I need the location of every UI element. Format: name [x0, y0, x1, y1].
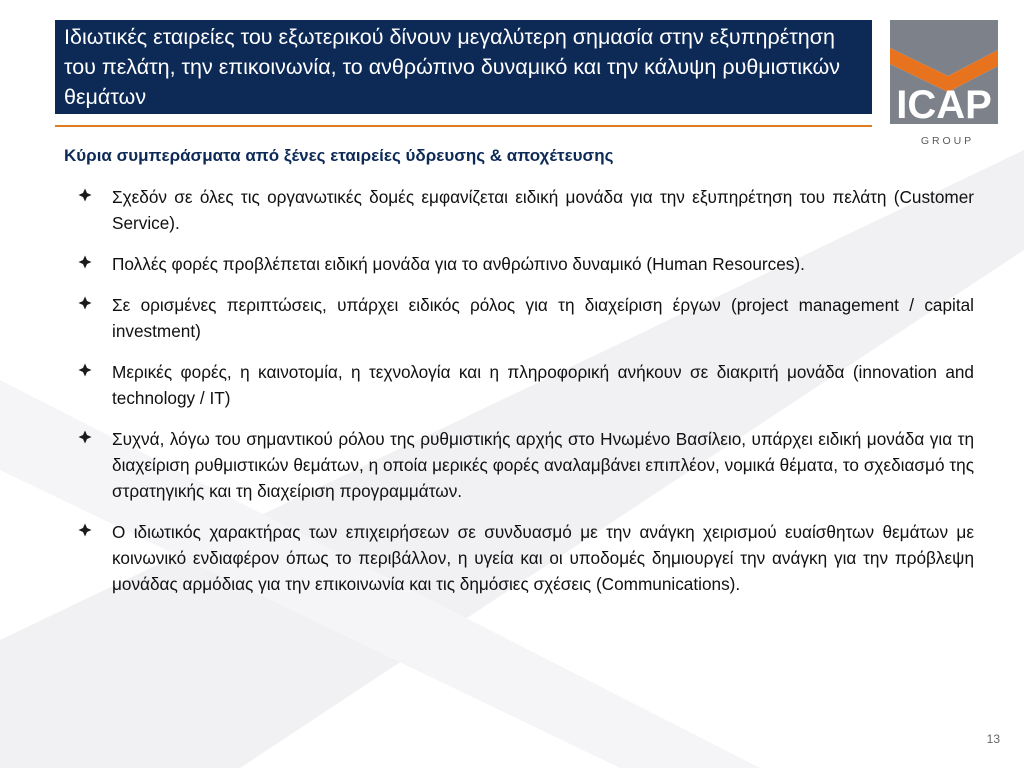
logo-wordmark: ICAP: [896, 83, 992, 127]
bullet-item: [78, 519, 974, 597]
bullet-text: Ο ιδιωτικός χαρακτήρας των επιχειρήσεων σε συνδυασμό με την ανάγκη χειρισμού ευαίσθητων θεμάτων με κοινωνικό ενδιαφέρον όπως το περιβάλλον, η υγεία και οι υποδομές δημιουργεί την ανάγκη για την πρόβλεψη μονάδας αρμόδιας για την επικοινωνία και τις δημόσιες σχέσεις (Communications).: [112, 522, 974, 594]
diamond-bullet-icon: [78, 296, 92, 310]
bullet-text: Μερικές φορές, η καινοτομία, η τεχνολογία και η πληροφορική ανήκουν σε διακριτή μονάδα (innovation and technology / IT): [112, 362, 974, 408]
diamond-bullet-icon: [78, 363, 92, 377]
bullet-item: [78, 184, 974, 236]
bullet-item: [78, 251, 974, 277]
bullet-item: [78, 359, 974, 411]
diamond-bullet-icon: [78, 188, 92, 202]
bullet-item: [78, 426, 974, 504]
logo-tagline: G R O U P: [920, 135, 972, 147]
bullet-text: Σε ορισμένες περιπτώσεις, υπάρχει ειδικός ρόλος για τη διαχείριση έργων (project management / capital investment): [112, 295, 974, 341]
slide-title: Ιδιωτικές εταιρείες του εξωτερικού δίνουν μεγαλύτερη σημασία στην εξυπηρέτηση του πελάτη, την επικοινωνία, το ανθρώπινο δυναμικό και την κάλυψη ρυθμιστικών θεμάτων: [64, 25, 841, 109]
diamond-bullet-icon: [78, 255, 92, 269]
title-banner: [55, 20, 872, 114]
bullet-item: [78, 292, 974, 344]
page-number: 13: [986, 732, 1000, 746]
bullet-text: Πολλές φορές προβλέπεται ειδική μονάδα για το ανθρώπινο δυναμικό (Human Resources).: [112, 254, 805, 274]
diamond-bullet-icon: [78, 523, 92, 537]
logo-graphic: [890, 20, 998, 150]
icap-group-logo: [890, 20, 998, 150]
bullet-text: Συχνά, λόγω του σημαντικού ρόλου της ρυθμιστικής αρχής στο Ηνωμένο Βασίλειο, υπάρχει ειδική μονάδα για τη διαχείριση ρυθμιστικών θεμάτων, η οποία μερικές φορές αναλαμβάνει επιπλέον, νομικά θέματα, το σχεδιασμό της στρατηγικής και τη διαχείριση προγραμμάτων.: [112, 429, 974, 501]
diamond-bullet-icon: [78, 430, 92, 444]
title-divider: [55, 125, 872, 127]
bullet-text: Σχεδόν σε όλες τις οργανωτικές δομές εμφανίζεται ειδική μονάδα για την εξυπηρέτηση του πελάτη (Customer Service).: [112, 187, 974, 233]
section-subtitle: Κύρια συμπεράσματα από ξένες εταιρείες ύδρευσης & αποχέτευσης: [64, 146, 614, 165]
bullet-list: [78, 184, 974, 612]
